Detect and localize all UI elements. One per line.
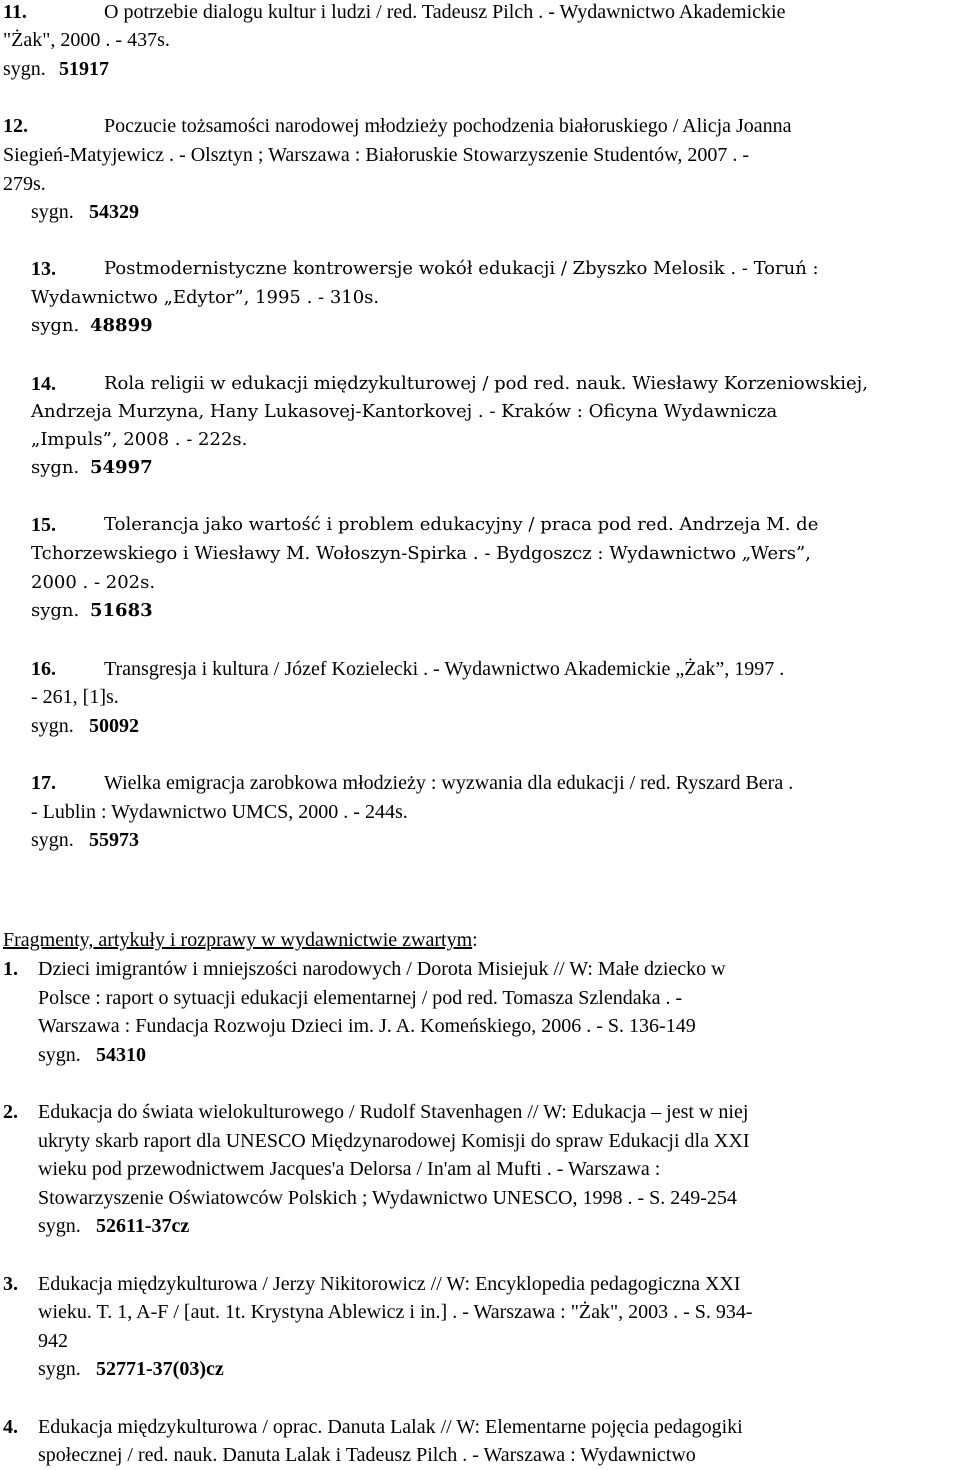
sygn-value: 54329 [89,201,139,223]
entry-text-line: Transgresja i kultura / Józef Kozielecki . - Wydawnictwo Akademickie „Żak”, 1997 . [104,658,785,680]
entry-text-line: - Lublin : Wydawnictwo UMCS, 2000 . - 244s. [31,801,408,823]
section-heading-text: Fragmenty, artykuły i rozprawy w wydawnictwie zwartym [3,929,473,951]
sygn-value: 51917 [59,58,109,80]
fragment-text-line: społecznej / red. nauk. Danuta Lalak i Tadeusz Pilch . - Warszawa : Wydawnictwo [38,1444,696,1466]
fragment-number: 2. [3,1101,18,1123]
entry-text-line: "Żak", 2000 . - 437s. [3,29,170,51]
sygn-label: sygn. [38,1215,81,1237]
fragment-number: 4. [3,1416,18,1438]
sygn-value: 48899 [90,315,153,336]
entry-number: 15. [31,514,56,536]
entry-text-line: Tolerancja jako wartość i problem edukacyjny / praca pod red. Andrzeja M. de [104,514,819,535]
sygn-label: sygn. [31,829,74,851]
sygn-label: sygn. [31,715,74,737]
entry-text-line: Wydawnictwo „Edytor”, 1995 . - 310s. [31,287,380,308]
fragment-text-line: 942 [38,1330,68,1352]
sygn-value: 54997 [90,457,153,478]
entry-text-line: O potrzebie dialogu kultur i ludzi / red. Tadeusz Pilch . - Wydawnictwo Akademickie [104,1,786,23]
entry-number: 12. [3,115,28,137]
fragment-text-line: Edukacja do świata wielokulturowego / Rudolf Stavenhagen // W: Edukacja – jest w niej [38,1101,749,1123]
fragment-text-line: wieku pod przewodnictwem Jacques'a Delorsa / In'am al Mufti . - Warszawa : [38,1158,661,1180]
fragment-text-line: Dzieci imigrantów i mniejszości narodowych / Dorota Misiejuk // W: Małe dziecko w [38,958,726,980]
entry-text-line: „Impuls”, 2008 . - 222s. [31,429,248,450]
section-heading-colon: : [472,929,478,951]
entry-text-line: Wielka emigracja zarobkowa młodzieży : wyzwania dla edukacji / red. Ryszard Bera . [104,772,794,794]
entry-text-line: - 261, [1]s. [31,686,119,708]
fragment-text-line: Edukacja międzykulturowa / Jerzy Nikitorowicz // W: Encyklopedia pedagogiczna XXI [38,1273,741,1295]
sygn-label: sygn. [31,600,80,621]
entry-number: 14. [31,373,56,395]
fragment-text-line: Warszawa : Fundacja Rozwoju Dzieci im. J. A. Komeńskiego, 2006 . - S. 136-149 [38,1015,696,1037]
fragment-number: 3. [3,1273,18,1295]
entry-text-line: Poczucie tożsamości narodowej młodzieży pochodzenia białoruskiego / Alicja Joanna [104,115,792,137]
sygn-value: 52771-37(03)cz [96,1358,224,1380]
entry-number: 16. [31,658,56,680]
entry-text-line: Rola religii w edukacji międzykulturowej / pod red. nauk. Wiesławy Korzeniowskiej, [104,373,868,394]
fragment-text-line: Polsce : raport o sytuacji edukacji elementarnej / pod red. Tomasza Szlendaka . - [38,987,683,1009]
fragment-text-line: Stowarzyszenie Oświatowców Polskich ; Wydawnictwo UNESCO, 1998 . - S. 249-254 [38,1187,737,1209]
sygn-value: 52611-37cz [96,1215,190,1237]
sygn-label: sygn. [31,201,74,223]
sygn-label: sygn. [38,1358,81,1380]
entry-text-line: Tchorzewskiego i Wiesławy M. Wołoszyn-Spirka . - Bydgoszcz : Wydawnictwo „Wers”, [31,543,811,564]
entry-text-line: Postmodernistyczne kontrowersje wokół edukacji / Zbyszko Melosik . - Toruń : [104,258,819,279]
entry-number: 13. [31,258,56,280]
sygn-label: sygn. [38,1044,81,1066]
entry-number: 11. [3,1,27,23]
sygn-label: sygn. [3,58,46,80]
sygn-label: sygn. [31,457,80,478]
fragment-text-line: ukryty skarb raport dla UNESCO Międzynarodowej Komisji do spraw Edukacji dla XXI [38,1130,750,1152]
fragment-text-line: wieku. T. 1, A-F / [aut. 1t. Krystyna Ablewicz i in.] . - Warszawa : "Żak", 2003 . - S. 934- [38,1301,753,1323]
entry-number: 17. [31,772,56,794]
fragment-text-line: Edukacja międzykulturowa / oprac. Danuta Lalak // W: Elementarne pojęcia pedagogiki [38,1416,743,1438]
sygn-label: sygn. [31,315,80,336]
entry-text-line: Siegień-Matyjewicz . - Olsztyn ; Warszawa : Białoruskie Stowarzyszenie Studentów, 2007 . - [3,144,749,166]
entry-text-line: 2000 . - 202s. [31,572,156,593]
section-heading [3,926,478,955]
entry-text-line: Andrzeja Murzyna, Hany Lukasovej-Kantorkovej . - Kraków : Oficyna Wydawnicza [31,401,778,422]
sygn-value: 54310 [96,1044,146,1066]
sygn-value: 51683 [90,600,153,621]
sygn-value: 55973 [89,829,139,851]
entry-text-line: 279s. [3,173,46,195]
fragment-number: 1. [3,958,18,980]
sygn-value: 50092 [89,715,139,737]
